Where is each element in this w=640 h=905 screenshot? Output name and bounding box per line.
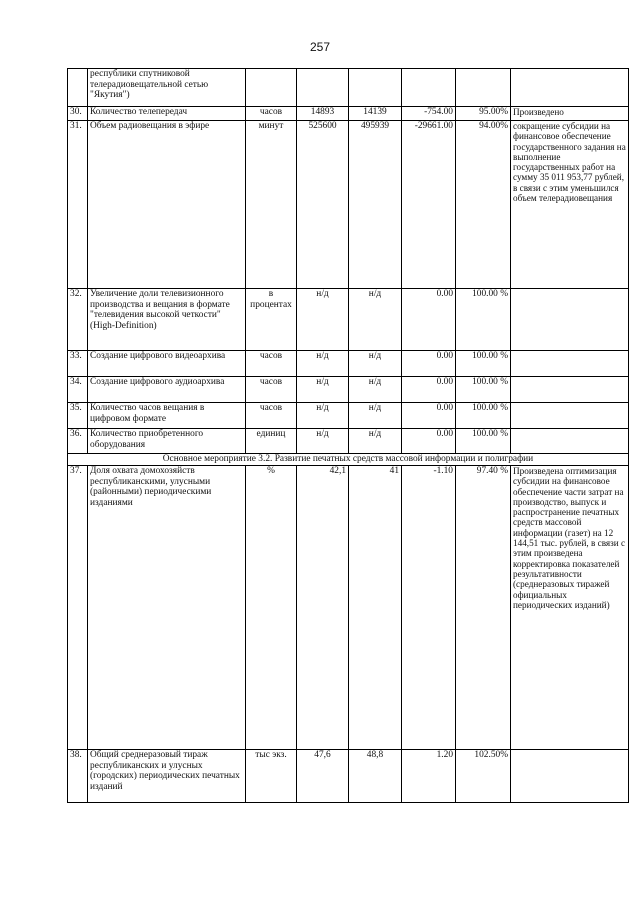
indicator-name: Количество приобретенного оборудования: [88, 429, 246, 454]
note-cell: [511, 429, 629, 454]
deviation-cell: 0.00: [402, 403, 456, 429]
row-number: 34.: [68, 377, 88, 403]
deviation-cell: 0.00: [402, 351, 456, 377]
note-cell: Произведена оптимизация субсидии на финансовое обеспечение части затрат на производство, выпуск и распространение печатных средств массовой информации (газет) на 12 144,51 тыс. рублей, в связи с этим произведена корректировка показателей результативности (среднеразовых тиражей официальных периодических изданий): [511, 466, 629, 750]
row-number: 36.: [68, 429, 88, 454]
table-row: [68, 289, 629, 351]
percent-cell: 102.50%: [456, 750, 511, 803]
deviation-cell: 0.00: [402, 289, 456, 351]
row-number: 33.: [68, 351, 88, 377]
fact-cell: н/д: [349, 429, 402, 454]
plan-cell: 47,6: [297, 750, 349, 803]
table-row: [68, 429, 629, 454]
fact-cell: 495939: [349, 121, 402, 289]
deviation-cell: -1.10: [402, 466, 456, 750]
percent-cell: 94.00%: [456, 121, 511, 289]
unit-cell: минут: [246, 121, 297, 289]
indicator-name: Доля охвата домохозяйств республиканскими, улусными (районными) периодическими изданиями: [88, 466, 246, 750]
table-row: [68, 121, 629, 289]
fact-cell: 48,8: [349, 750, 402, 803]
percent-cell: 100.00 %: [456, 289, 511, 351]
indicator-name: Создание цифрового аудиоархива: [88, 377, 246, 403]
note-cell: сокращение субсидии на финансовое обеспечение государственного задания на выполнение государственных работ на сумму 35 011 953,77 рублей, в связи с этим уменьшился объем телерадиовещания: [511, 121, 629, 289]
percent-cell: [456, 69, 511, 107]
row-number: 38.: [68, 750, 88, 803]
note-cell: [511, 289, 629, 351]
percent-cell: 95.00%: [456, 107, 511, 121]
row-number: 32.: [68, 289, 88, 351]
unit-cell: единиц: [246, 429, 297, 454]
table-row: [68, 69, 629, 107]
row-number: 30.: [68, 107, 88, 121]
deviation-cell: 0.00: [402, 429, 456, 454]
note-cell: [511, 351, 629, 377]
page-number: 257: [309, 40, 331, 54]
unit-cell: %: [246, 466, 297, 750]
row-number: [68, 69, 88, 107]
table-row: [68, 403, 629, 429]
table-row: [68, 466, 629, 750]
indicator-name: Объем радиовещания в эфире: [88, 121, 246, 289]
percent-cell: 97.40 %: [456, 466, 511, 750]
table-row: [68, 377, 629, 403]
fact-cell: н/д: [349, 403, 402, 429]
note-cell: [511, 750, 629, 803]
percent-cell: 100.00 %: [456, 429, 511, 454]
plan-cell: 525600: [297, 121, 349, 289]
note-cell: [511, 403, 629, 429]
unit-cell: часов: [246, 351, 297, 377]
percent-cell: 100.00 %: [456, 351, 511, 377]
note-cell: Произведено: [511, 107, 629, 121]
percent-cell: 100.00 %: [456, 377, 511, 403]
unit-cell: в процентах: [246, 289, 297, 351]
section-heading: Основное мероприятие 3.2. Развитие печатных средств массовой информации и полиграфии: [68, 454, 629, 466]
plan-cell: н/д: [297, 351, 349, 377]
fact-cell: [349, 69, 402, 107]
table-row: [68, 351, 629, 377]
unit-cell: [246, 69, 297, 107]
fact-cell: 41: [349, 466, 402, 750]
indicator-name: Количество телепередач: [88, 107, 246, 121]
plan-cell: 42,1: [297, 466, 349, 750]
deviation-cell: 0.00: [402, 377, 456, 403]
deviation-cell: [402, 69, 456, 107]
row-number: 37.: [68, 466, 88, 750]
indicator-name: Общий среднеразовый тираж республиканских и улусных (городских) периодических печатных изданий: [88, 750, 246, 803]
section-row: [68, 454, 629, 466]
plan-cell: 14893: [297, 107, 349, 121]
row-number: 35.: [68, 403, 88, 429]
indicator-name: Увеличение доли телевизионного производства и вещания в формате "телевидения высокой четкости" (High-Definition): [88, 289, 246, 351]
fact-cell: 14139: [349, 107, 402, 121]
unit-cell: часов: [246, 403, 297, 429]
report-table: [67, 68, 629, 803]
note-cell: [511, 69, 629, 107]
plan-cell: [297, 69, 349, 107]
fact-cell: н/д: [349, 289, 402, 351]
plan-cell: н/д: [297, 429, 349, 454]
indicator-name: Создание цифрового видеоархива: [88, 351, 246, 377]
deviation-cell: -754.00: [402, 107, 456, 121]
plan-cell: н/д: [297, 403, 349, 429]
deviation-cell: 1.20: [402, 750, 456, 803]
unit-cell: часов: [246, 377, 297, 403]
unit-cell: часов: [246, 107, 297, 121]
indicator-name: Количество часов вещания в цифровом формате: [88, 403, 246, 429]
table-row: [68, 107, 629, 121]
plan-cell: н/д: [297, 289, 349, 351]
percent-cell: 100.00 %: [456, 403, 511, 429]
table-row: [68, 750, 629, 803]
fact-cell: н/д: [349, 377, 402, 403]
indicator-name: республики спутниковой телерадиовещательной сетью "Якутия"): [88, 69, 246, 107]
fact-cell: н/д: [349, 351, 402, 377]
plan-cell: н/д: [297, 377, 349, 403]
note-cell: [511, 377, 629, 403]
unit-cell: тыс экз.: [246, 750, 297, 803]
row-number: 31.: [68, 121, 88, 289]
deviation-cell: -29661.00: [402, 121, 456, 289]
